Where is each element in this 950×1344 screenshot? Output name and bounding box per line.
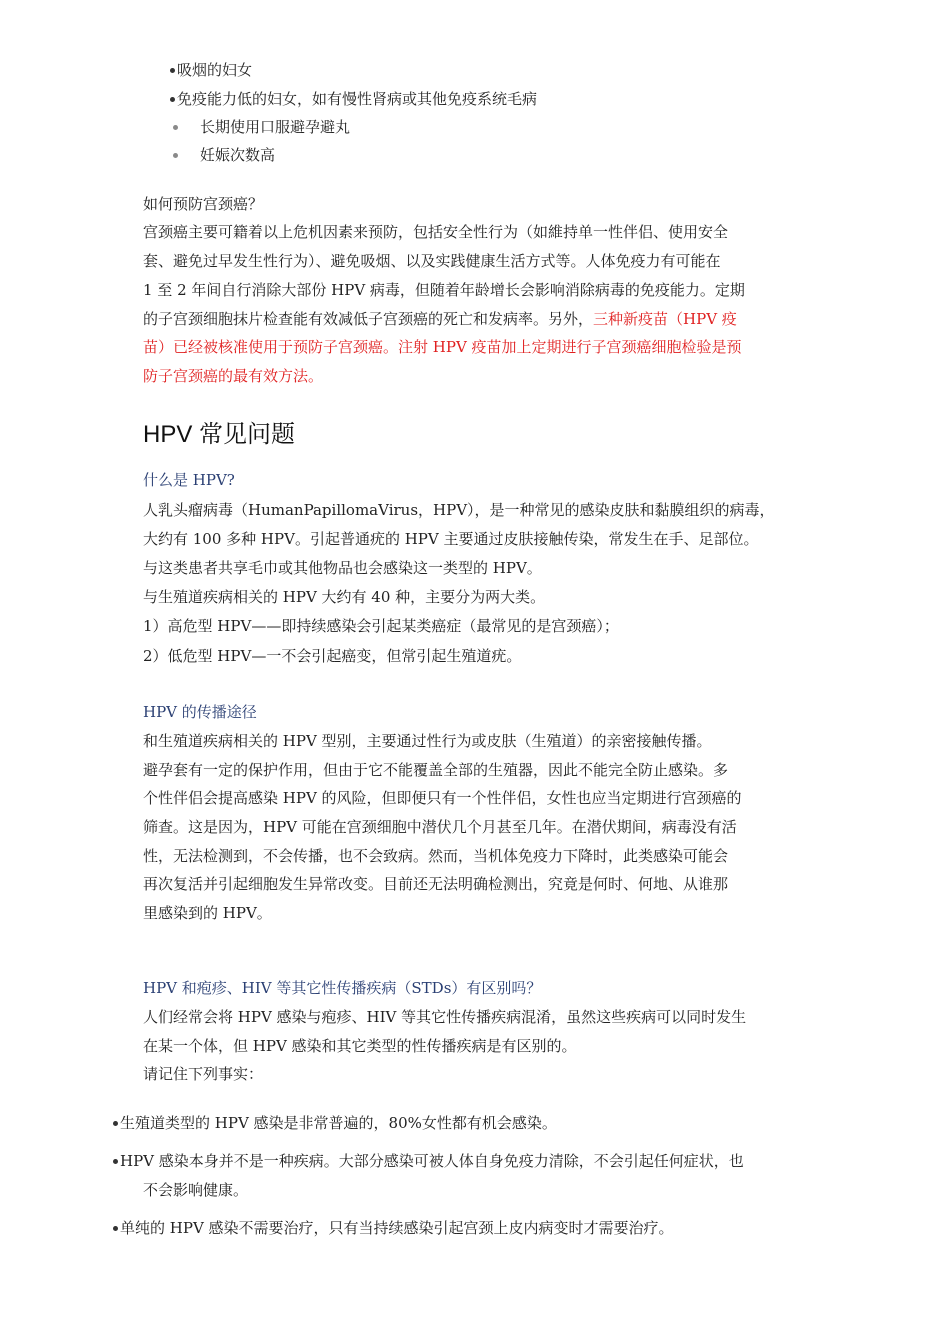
transmission-line: 个性伴侣会提高感染 HPV 的风险，但即便只有一个性伴侣，女性也应当定期进行宫颈癌的 xyxy=(143,789,742,807)
bullet-icon xyxy=(113,1121,118,1126)
fact-item: 单纯的 HPV 感染不需要治疗，只有当持续感染引起宫颈上皮内病变时才需要治疗。 xyxy=(113,1218,674,1238)
risk-item-contraceptive: 长期使用口服避孕避丸 xyxy=(200,118,351,136)
transmission-heading: HPV 的传播途径 xyxy=(143,703,257,721)
bullet-icon xyxy=(170,97,175,102)
what-line: 与生殖道疾病相关的 HPV 大约有 40 种，主要分为两大类。 xyxy=(143,588,546,606)
vaccine-highlight-line: 防子宫颈癌的最有效方法。 xyxy=(143,367,324,385)
difference-heading: HPV 和疱疹、HIV 等其它性传播疾病（STDs）有区别吗？ xyxy=(143,979,542,997)
bullet-icon xyxy=(113,1226,118,1231)
fact-item: 生殖道类型的 HPV 感染是非常普遍的，80%女性都有机会感染。 xyxy=(113,1113,557,1133)
difference-line: 在某一个体，但 HPV 感染和其它类型的性传播疾病是有区别的。 xyxy=(143,1037,577,1055)
what-is-hpv-heading: 什么是 HPV? xyxy=(143,471,235,489)
risk-item-pregnancy: 妊娠次数高 xyxy=(200,146,276,164)
transmission-line: 里感染到的 HPV。 xyxy=(143,904,272,922)
what-line: 人乳头瘤病毒（HumanPapillomaVirus，HPV），是一种常见的感染皮肤和黏膜组织的病毒， xyxy=(143,501,775,519)
transmission-line: 性，无法检测到，不会传播，也不会致病。然而，当机体免疫力下降时，此类感染可能会 xyxy=(143,847,729,865)
what-line: 大约有 100 多种 HPV。引起普通疣的 HPV 主要通过皮肤接触传染，常发生在手、足部位。 xyxy=(143,530,759,548)
prevention-line: 的子宫颈细胞抹片检查能有效减低子宫颈癌的死亡和发病率。另外，三种新疫苗（HPV 疫 xyxy=(143,310,737,328)
faq-title: HPV 常见问题 xyxy=(143,421,296,448)
fact-item-continuation: 不会影响健康。 xyxy=(143,1181,249,1199)
bullet-icon xyxy=(173,125,178,130)
prevention-line: 套、避免过早发生性行为）、避免吸烟、以及实践健康生活方式等。人体免疫力有可能在 xyxy=(143,252,721,270)
fact-item: HPV 感染本身并不是一种疾病。大部分感染可被人体自身免疫力清除，不会引起任何症状，也 xyxy=(113,1151,744,1171)
prevention-line: 1 至 2 年间自行消除大部份 HPV 病毒，但随着年龄增长会影响消除病毒的免疫能力。定期 xyxy=(143,281,745,299)
difference-line: 人们经常会将 HPV 感染与疱疹、HIV 等其它性传播疾病混淆，虽然这些疾病可以同时发生 xyxy=(143,1008,747,1026)
transmission-line: 避孕套有一定的保护作用，但由于它不能覆盖全部的生殖器，因此不能完全防止感染。多 xyxy=(143,761,729,779)
high-risk-type: 1）高危型 HPV——即持续感染会引起某类癌症（最常见的是宫颈癌）； xyxy=(143,617,619,635)
risk-item-immunity: 免疫能力低的妇女，如有慢性肾病或其他免疫系统毛病 xyxy=(170,89,537,109)
prevention-question: 如何预防宫颈癌？ xyxy=(143,195,264,213)
transmission-line: 再次复活并引起细胞发生异常改变。目前还无法明确检测出，究竟是何时、何地、从谁那 xyxy=(143,875,729,893)
low-risk-type: 2）低危型 HPV—一不会引起癌变，但常引起生殖道疣。 xyxy=(143,647,522,665)
what-line: 与这类患者共享毛巾或其他物品也会感染这一类型的 HPV。 xyxy=(143,559,542,577)
transmission-line: 筛查。这是因为，HPV 可能在宫颈细胞中潜伏几个月甚至几年。在潜伏期间，病毒没有活 xyxy=(143,818,737,836)
vaccine-highlight: 三种新疫苗（HPV 疫 xyxy=(593,310,737,328)
bullet-icon xyxy=(113,1159,118,1164)
bullet-icon xyxy=(173,153,178,158)
difference-line: 请记住下列事实： xyxy=(143,1065,264,1083)
risk-item-smoking: 吸烟的妇女 xyxy=(170,60,252,80)
bullet-icon xyxy=(170,68,175,73)
prevention-line: 宫颈癌主要可籍着以上危机因素来预防，包括安全性行为（如維持单一性伴侣、使用安全 xyxy=(143,223,729,241)
transmission-line: 和生殖道疾病相关的 HPV 型别，主要通过性行为或皮肤（生殖道）的亲密接触传播。 xyxy=(143,732,712,750)
vaccine-highlight-line: 苗）已经被核准使用于预防子宫颈癌。注射 HPV 疫苗加上定期进行子宫颈癌细胞检验是预 xyxy=(143,338,742,356)
